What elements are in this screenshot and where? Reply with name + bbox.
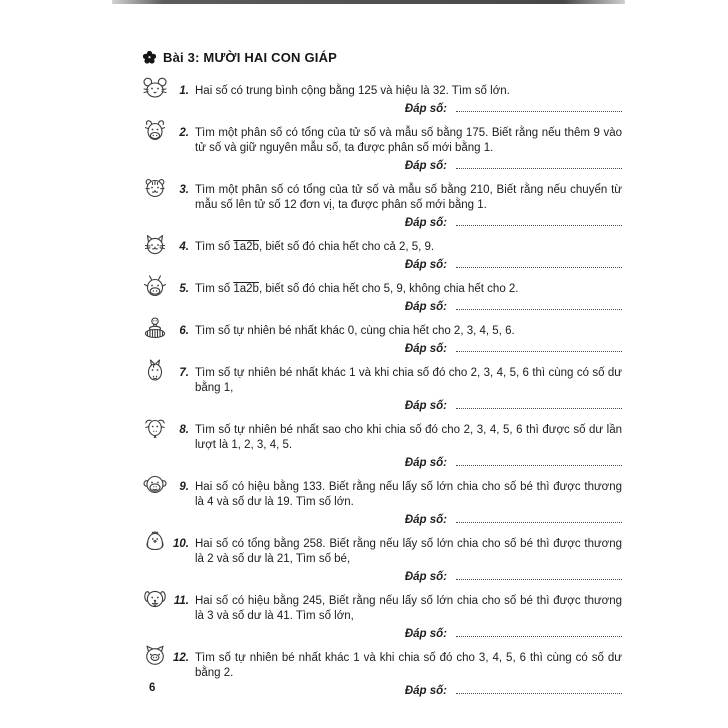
snake-icon [143,324,170,357]
problem-body [195,282,622,315]
problem-body [195,537,622,585]
lesson-title: Bài 3: MƯỜI HAI CON GIÁP [163,50,338,65]
problem-text: Tìm số 1a2b, biết số đó chia hết cho cả 2, 5, 9. [195,241,435,253]
problem-body [195,594,622,642]
pig-icon [143,651,170,699]
problem-list [143,84,622,699]
answer-dotted-line [456,398,622,409]
problem-body [195,651,622,699]
tiger-icon [143,183,170,231]
problem-row [143,282,622,315]
monkey-icon [143,480,170,528]
problem-text: Tìm số tự nhiên bé nhất khác 1 và khi chia số đó cho 3, 4, 5, 6 thì cùng có số dư bằng 2. [195,652,622,679]
answer-line [195,454,622,471]
problem-body [195,240,622,273]
problem-body [195,480,622,528]
problem-text: Tìm số tự nhiên bé nhất khác 0, cùng chia hết cho 2, 3, 4, 5, 6. [195,325,515,337]
answer-label: Đáp số: [404,103,447,115]
answer-line [195,397,622,414]
answer-label: Đáp số: [404,343,447,355]
answer-dotted-line [456,683,622,694]
answer-line [195,568,622,585]
problem-number: 7. [179,367,189,379]
problem-row [143,84,622,117]
problem-row [143,480,622,528]
problem-row [143,651,622,699]
problem-body [195,324,622,357]
answer-line [195,214,622,231]
horse-icon [143,366,170,414]
overline-number: 1a2b [233,241,259,253]
page-content [143,50,622,708]
answer-dotted-line [456,215,622,226]
problem-text: Tìm một phân số có tổng của tử số và mẫu số bằng 210, Biết rằng nếu chuyển từ mẫu số lên tử số 12 đơn vị, ta được phân số mới bằng 1. [195,184,622,211]
problem-number: 8. [179,424,189,436]
problem-text: Hai số có trung bình cộng bằng 125 và hiệu là 32. Tìm số lớn. [195,85,510,97]
problem-body [195,423,622,471]
problem-row [143,240,622,273]
problem-text: Hai số có hiệu bằng 133. Biết rằng nếu lấy số lớn chia cho số bé thì được thương là 4 và số dư là 19. Tìm số lớn. [195,481,622,508]
answer-dotted-line [456,626,622,637]
problem-body [195,183,622,231]
problem-text: Tìm một phân số có tổng của tử số và mẫu số bằng 175. Biết rằng nếu thêm 9 vào tử số và giữ nguyên mẫu số, ta được phân số mới bằng 1. [195,127,622,154]
problem-row [143,537,622,585]
answer-line [195,100,622,117]
answer-line [195,157,622,174]
answer-line [195,682,622,699]
cat-icon [143,240,170,273]
answer-dotted-line [456,512,622,523]
answer-line [195,511,622,528]
problem-row [143,594,622,642]
answer-dotted-line [456,299,622,310]
answer-label: Đáp số: [404,628,447,640]
problem-number: 10. [173,538,189,550]
problem-number: 11. [173,595,189,607]
answer-dotted-line [456,341,622,352]
answer-line [195,625,622,642]
problem-number: 6. [179,325,189,337]
problem-text: Tìm số 1a2b, biết số đó chia hết cho 5, 9, không chia hết cho 2. [195,283,519,295]
answer-label: Đáp số: [404,160,447,172]
problem-number: 3. [179,184,189,196]
problem-text: Hai số có hiệu bằng 245, Biết rằng nếu lấy số lớn chia cho số bé thì được thương là 3 và số dư là 41. Tìm số lớn, [195,595,622,622]
problem-text: Tìm số tự nhiên bé nhất khác 1 và khi chia số đó cho 2, 3, 4, 5, 6 thì cùng có số dư bằng 1, [195,367,622,394]
problem-body [195,84,622,117]
problem-row [143,366,622,414]
answer-dotted-line [456,101,622,112]
rooster-icon [143,537,170,585]
goat-icon [143,423,170,471]
flower-icon [143,51,156,64]
answer-label: Đáp số: [404,685,447,697]
answer-dotted-line [456,455,622,466]
problem-text: Hai số có tổng bằng 258. Biết rằng nếu lấy số lớn chia cho số bé thì được thương là 2 và số dư là 21, Tìm số bé, [195,538,622,565]
problem-number: 2. [179,127,189,139]
rat-icon [143,84,170,117]
page-number: 6 [149,682,156,694]
problem-number: 5. [179,283,189,295]
answer-dotted-line [456,257,622,268]
buffalo-icon [143,126,170,174]
overline-number: 1a2b [233,283,259,295]
problem-number: 1. [179,85,189,97]
answer-label: Đáp số: [404,259,447,271]
answer-line [195,340,622,357]
answer-line [195,298,622,315]
problem-number: 4. [179,241,189,253]
answer-dotted-line [456,569,622,580]
answer-label: Đáp số: [404,457,447,469]
problem-row [143,126,622,174]
lesson-header [143,50,622,65]
answer-label: Đáp số: [404,571,447,583]
problem-row [143,324,622,357]
problem-number: 12. [173,652,189,664]
problem-text: Tìm số tự nhiên bé nhất sao cho khi chia số đó cho 2, 3, 4, 5, 6 thì được số dư lần lượt là 1, 2, 3, 4, 5. [195,424,622,451]
answer-line [195,256,622,273]
problem-row [143,183,622,231]
answer-label: Đáp số: [404,301,447,313]
book-page-top-edge [112,0,625,4]
problem-number: 9. [179,481,189,493]
dragon-icon [143,282,170,315]
answer-label: Đáp số: [404,400,447,412]
problem-body [195,366,622,414]
answer-label: Đáp số: [404,217,447,229]
answer-label: Đáp số: [404,514,447,526]
problem-row [143,423,622,471]
answer-dotted-line [456,158,622,169]
dog-icon [143,594,170,642]
problem-body [195,126,622,174]
